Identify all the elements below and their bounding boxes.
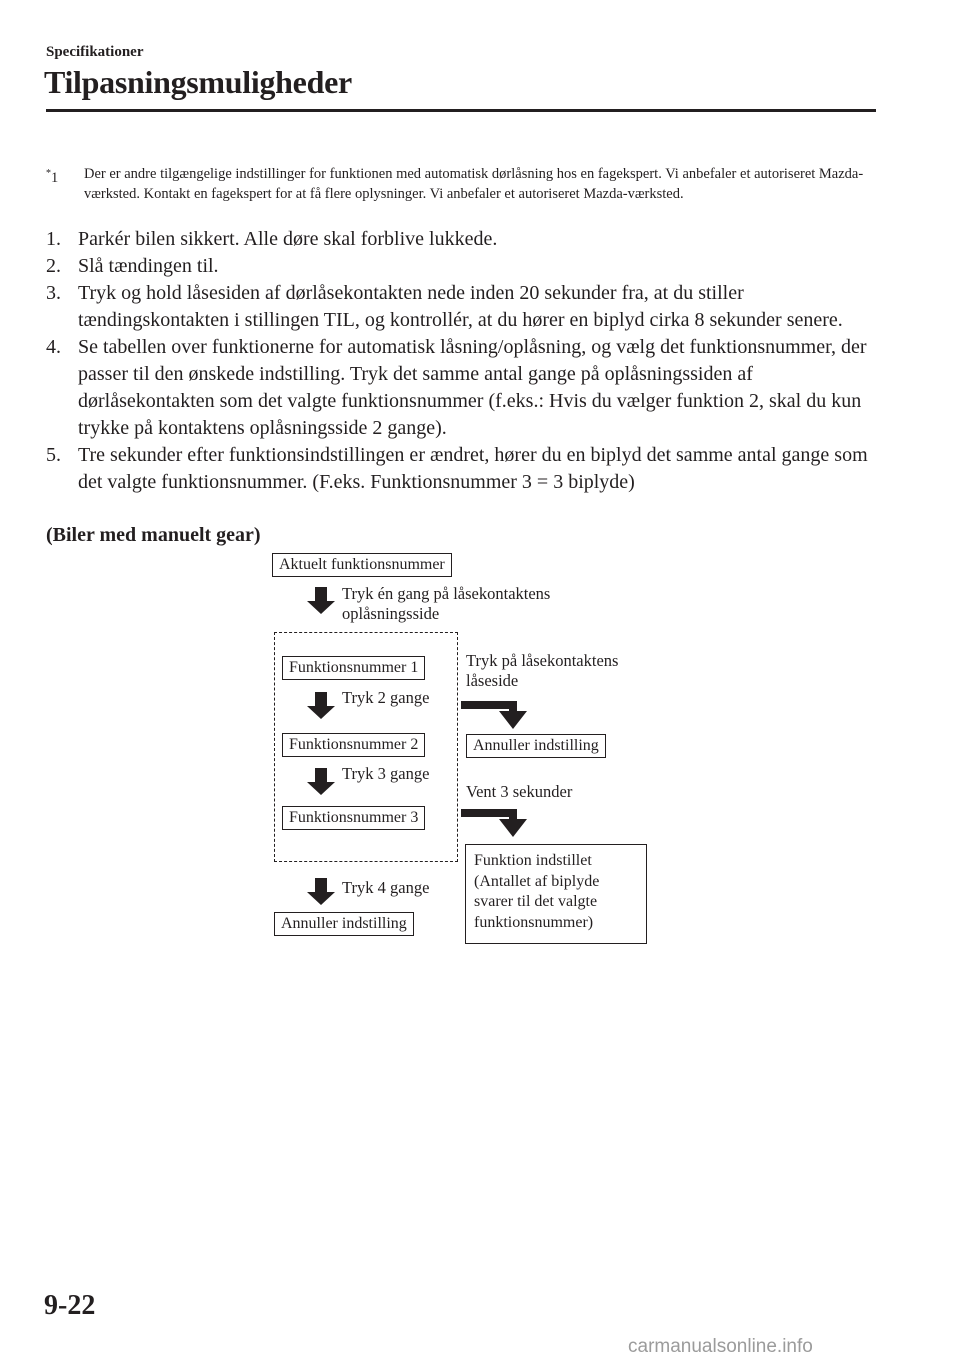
down-arrow-icon [307, 692, 337, 720]
section-label: Specifikationer [46, 44, 144, 60]
cancel-setting-box-right: Annuller indstilling [466, 734, 606, 758]
list-item: 3. Tryk og hold låsesiden af dørlåsekontakten nede inden 20 sekunder fra, at du stiller tændingskontakten i stillingen TIL, og kontrollér, at du hører en biplyd cirka 8 sekunder senere. [46, 282, 843, 331]
function-set-box: Funktion indstillet (Antallet af biplyde svarer til det valgte funktionsnummer) [465, 844, 647, 944]
footnote-text: Der er andre tilgængelige indstillinger for funktionen med automatisk dørlåsning hos en fagekspert. Vi anbefaler et autoriseret Mazda-værksted. Kontakt en fagekspert for at få flere oplysninger. Vi anbefaler et autoriseret Mazda-værksted. [84, 166, 864, 202]
page-title: Tilpasningsmuligheder [44, 64, 352, 100]
press-lock-side-label: Tryk på låsekontaktens låseside [466, 651, 619, 690]
press-4-label: Tryk 4 gange [342, 878, 430, 897]
function-2-box: Funktionsnummer 2 [282, 733, 425, 757]
cancel-setting-box-left: Annuller indstilling [274, 912, 414, 936]
footnote-marker: *1 [46, 168, 59, 186]
wait-label: Vent 3 sekunder [466, 782, 573, 801]
page-number: 9-22 [44, 1290, 96, 1321]
function-3-box: Funktionsnummer 3 [282, 806, 425, 830]
current-function-box: Aktuelt funktionsnummer [272, 553, 452, 577]
down-arrow-icon [307, 878, 337, 906]
down-arrow-icon [307, 768, 337, 796]
instruction-list [46, 226, 886, 496]
list-item: 4. Se tabellen over funktionerne for automatisk låsning/oplåsning, og vælg det funktionsnummer, der passer til den ønskede indstilling. Tryk det samme antal gange på oplåsningssiden af dørlåsekontakten som det valgte funktionsnummer (f.eks.: Hvis du vælger funktion 2, skal du kun trykke på kontaktens oplåsningsside 2 gange). [46, 336, 867, 439]
list-item: 1. Parkér bilen sikkert. Alle døre skal forblive lukkede. [46, 228, 498, 250]
title-divider [46, 109, 876, 112]
press-2-label: Tryk 2 gange [342, 688, 430, 707]
down-arrow-icon [307, 587, 337, 615]
list-item: 5. Tre sekunder efter funktionsindstillingen er ændret, hører du en biplyd det samme antal gange som det valgte funktionsnummer. (F.eks. Funktionsnummer 3 = 3 biplyde) [46, 444, 868, 493]
footnote [46, 164, 876, 204]
watermark: carmanualsonline.info [628, 1336, 813, 1357]
right-down-arrow-icon [461, 805, 541, 841]
function-1-box: Funktionsnummer 1 [282, 656, 425, 680]
press-once-label: Tryk én gang på låsekontaktens oplåsningsside [342, 584, 551, 623]
press-3-label: Tryk 3 gange [342, 764, 430, 783]
section-subheading: (Biler med manuelt gear) [46, 524, 261, 546]
list-item: 2. Slå tændingen til. [46, 255, 219, 277]
right-down-arrow-icon [461, 697, 541, 733]
